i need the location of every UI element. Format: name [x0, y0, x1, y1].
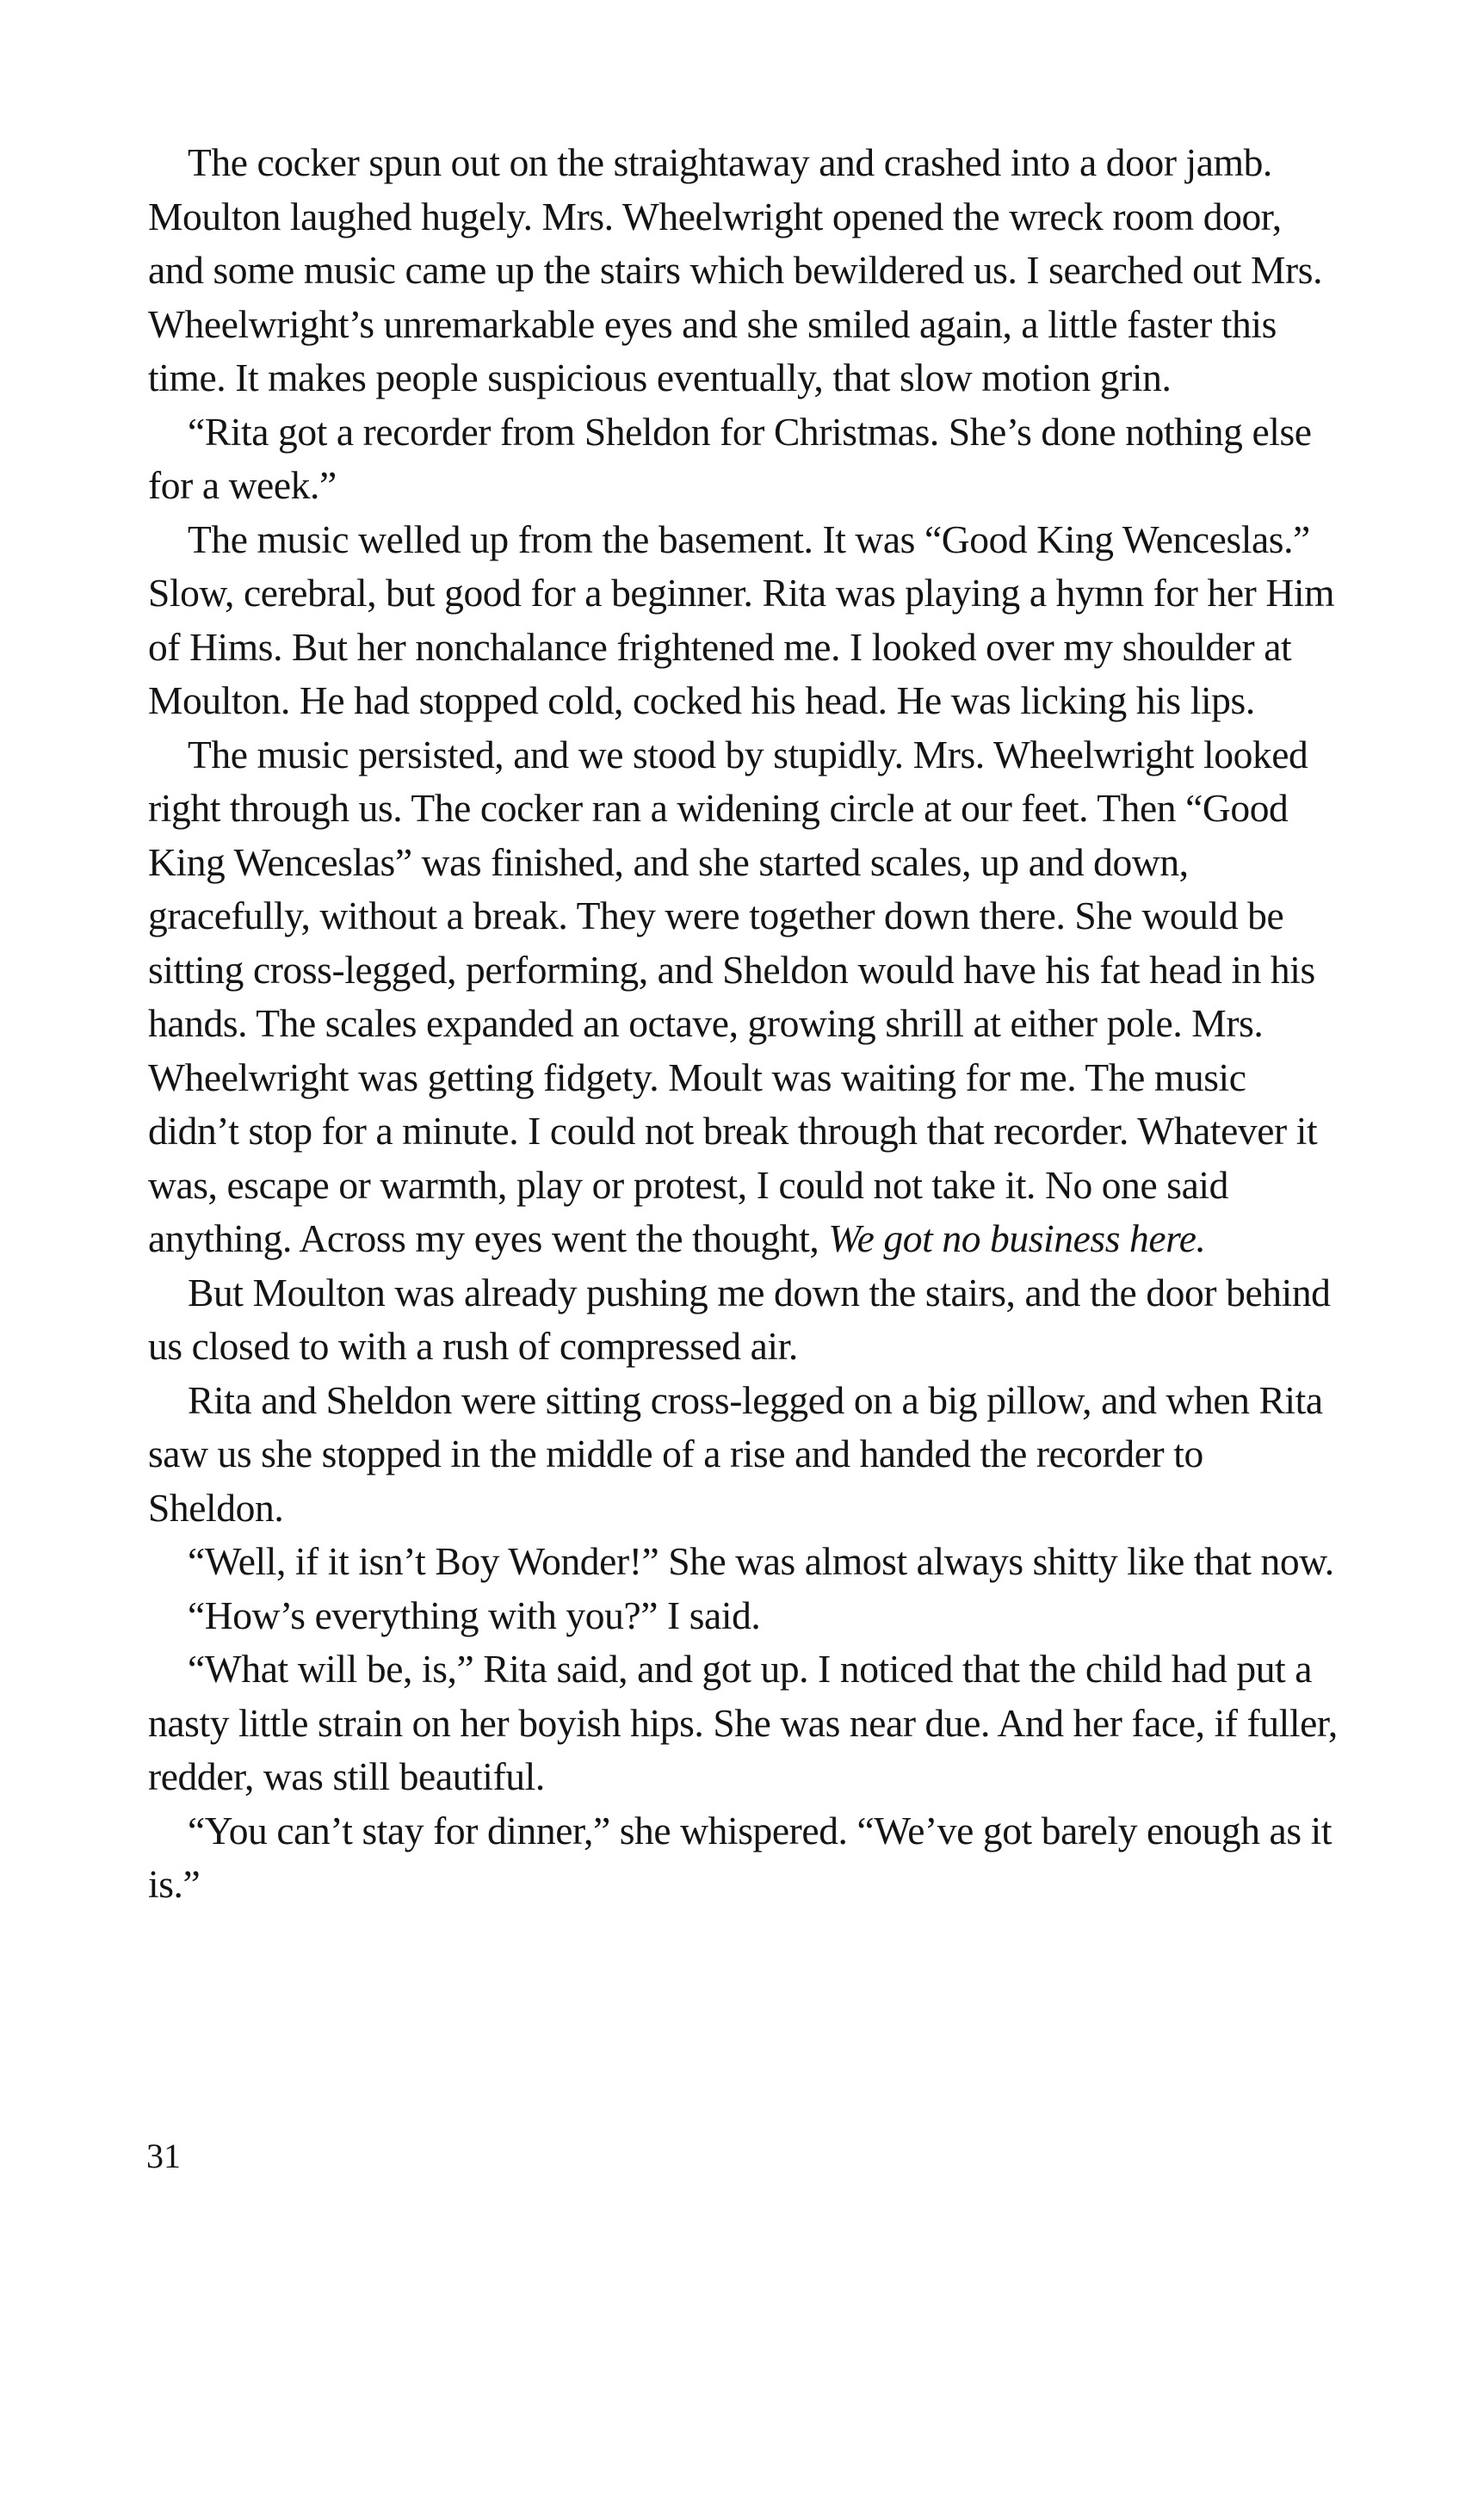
paragraph-5: But Moulton was already pushing me down the stairs, and the door behind us closed to with a rush of compressed air. [148, 1270, 1331, 1368]
paragraph-4 [148, 728, 1345, 1266]
paragraph-9: “What will be, is,” Rita said, and got up. I noticed that the child had put a nasty little strain on her boyish hips. She was near due. And her face, if fuller, redder, was still beautiful. [148, 1647, 1338, 1798]
paragraph-8: “How’s everything with you?” I said. [188, 1593, 761, 1637]
paragraph-4-text: The music persisted, and we stood by stupidly. Mrs. Wheelwright looked right through us. The cocker ran a widening circle at our feet. Then “Good King Wenceslas” was finished, and she started scales, up and down, gracefully, without a break. They were together down there. She would be sitting cross-legged, performing, and Sheldon would have his fat head in his hands. The scales expanded an octave, growing shrill at either pole. Mrs. Wheelwright was getting fidgety. Moult was waiting for me. The music didn’t stop for a minute. I could not break through that recorder. Whatever it was, escape or warmth, play or protest, I could not take it. No one said anything. Across my eyes went the thought, [148, 732, 1318, 1260]
body-text [148, 136, 1345, 1912]
paragraph-4-italic-thought: We got no business here. [828, 1216, 1206, 1260]
paragraph-1: The cocker spun out on the straightaway and crashed into a door jamb. Moulton laughed hugely. Mrs. Wheelwright opened the wreck room door, and some music came up the stairs which bewildered us. I searched out Mrs. Wheelwright’s unremarkable eyes and she smiled again, a little faster this time. It makes people suspicious eventually, that slow motion grin. [148, 140, 1323, 399]
paragraph-7: “Well, if it isn’t Boy Wonder!” She was almost always shitty like that now. [188, 1539, 1334, 1583]
paragraph-2: “Rita got a recorder from Sheldon for Christmas. She’s done nothing else for a week.” [148, 409, 1312, 507]
paragraph-3: The music welled up from the basement. It was “Good King Wenceslas.” Slow, cerebral, but good for a beginner. Rita was playing a hymn for her Him of Hims. But her nonchalance frightened me. I looked over my shoulder at Moulton. He had stopped cold, cocked his head. He was licking his lips. [148, 516, 1335, 722]
paragraph-6: Rita and Sheldon were sitting cross-legged on a big pillow, and when Rita saw us she stopped in the middle of a rise and handed the recorder to Sheldon. [148, 1377, 1323, 1530]
paragraph-10: “You can’t stay for dinner,” she whispered. “We’ve got barely enough as it is.” [148, 1808, 1333, 1906]
page-number: 31 [146, 2137, 181, 2175]
